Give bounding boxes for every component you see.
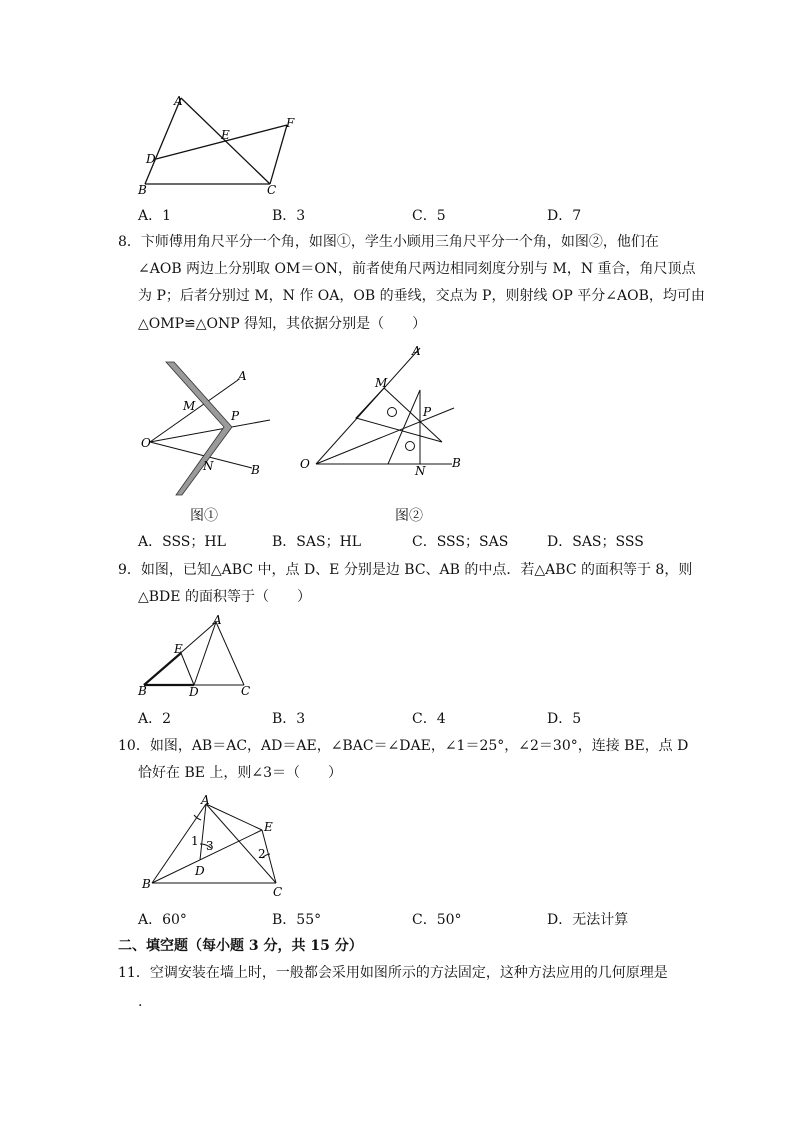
q10-label-angle-3: 3 — [206, 839, 214, 853]
q10-option-b[interactable]: B．55° — [272, 912, 322, 928]
q8-option-c[interactable]: C．SSS；SAS — [412, 534, 509, 550]
q10-figure — [134, 790, 294, 902]
q10-option-d[interactable]: D．无法计算 — [547, 912, 629, 928]
q9-option-a[interactable]: A．2 — [138, 711, 172, 727]
q8-option-a[interactable]: A．SSS；HL — [138, 534, 226, 550]
q10-stem-line1: 10．如图，AB＝AC，AD＝AE，∠BAC＝∠DAE，∠1＝25°，∠2＝30°，连接 BE，点 D — [118, 738, 689, 754]
q10-label-c: C — [273, 885, 283, 899]
q10-label-d: D — [195, 864, 205, 878]
q8-f1-label-a: A — [238, 369, 247, 383]
q9-figure — [134, 612, 264, 702]
q8-f2-label-n: N — [415, 464, 426, 478]
q9-label-d: D — [189, 685, 199, 699]
q11-answer-end[interactable]: . — [138, 994, 143, 1010]
section-heading-fill-in: 二、填空题（每小题 3 分，共 15 分） — [118, 938, 363, 954]
q8-stem-line4: △OMP≌△ONP 得知，其依据分别是（ ） — [138, 316, 427, 332]
q8-figure-2 — [296, 340, 476, 480]
q8-stem-line2: ∠AOB 两边上分别取 OM＝ON，前者使角尺两边相同刻度分别与 M，N 重合，角尺顶点 — [138, 261, 696, 277]
q9-option-d[interactable]: D．5 — [547, 711, 582, 727]
q8-option-d[interactable]: D．SAS；SSS — [547, 534, 644, 550]
q8-figure-2-caption: 图② — [395, 508, 423, 524]
q9-label-a: A — [213, 613, 222, 627]
q8-figure-1 — [130, 350, 290, 500]
q7-figure — [130, 88, 310, 200]
q8-f2-label-m: M — [375, 376, 388, 390]
q7-label-f: F — [286, 116, 295, 130]
q9-label-e: E — [174, 642, 183, 656]
q7-option-d[interactable]: D．7 — [547, 208, 582, 224]
q8-stem-line3: 为 P；后者分别过 M，N 作 OA，OB 的垂线，交点为 P，则射线 OP 平分∠AOB，均可由 — [138, 288, 705, 304]
q8-stem-line1: 8．卞师傅用角尺平分一个角，如图①，学生小顾用三角尺平分一个角，如图②，他们在 — [118, 234, 659, 250]
q10-stem-line2: 恰好在 BE 上，则∠3＝（ ） — [138, 765, 343, 781]
q10-label-angle-1: 1 — [191, 834, 199, 848]
q7-label-c: C — [267, 183, 277, 197]
q8-f2-label-p: P — [423, 405, 432, 419]
q8-figure-1-caption: 图① — [190, 508, 218, 524]
q9-option-b[interactable]: B．3 — [272, 711, 306, 727]
q7-label-e: E — [221, 128, 230, 142]
q9-option-c[interactable]: C．4 — [412, 711, 446, 727]
q10-option-c[interactable]: C．50° — [412, 912, 462, 928]
q11-stem-line1: 11．空调安装在墙上时，一般都会采用如图所示的方法固定，这种方法应用的几何原理是 — [118, 965, 668, 981]
q8-option-b[interactable]: B．SAS；HL — [272, 534, 362, 550]
q10-label-a: A — [201, 793, 210, 807]
q9-label-b: B — [138, 684, 147, 698]
q8-f1-label-n: N — [203, 459, 214, 473]
q10-label-e: E — [264, 820, 273, 834]
q8-f2-label-b: B — [452, 456, 461, 470]
q9-stem-line2: △BDE 的面积等于（ ） — [138, 589, 311, 605]
q8-f1-label-p: P — [231, 409, 240, 423]
q8-f1-label-b: B — [251, 463, 260, 477]
q9-label-c: C — [241, 684, 251, 698]
q7-option-c[interactable]: C．5 — [412, 208, 446, 224]
q10-option-a[interactable]: A．60° — [138, 912, 187, 928]
q7-option-b[interactable]: B．3 — [272, 208, 306, 224]
q7-label-d: D — [146, 152, 156, 166]
q8-f1-label-o: O — [141, 436, 151, 450]
q8-f1-label-m: M — [183, 399, 196, 413]
q8-f2-label-a: A — [412, 344, 421, 358]
q10-label-angle-2: 2 — [258, 847, 266, 861]
q9-stem-line1: 9．如图，已知△ABC 中，点 D、E 分别是边 BC、AB 的中点．若△ABC 的面积等于 8，则 — [118, 562, 693, 578]
q10-label-b: B — [142, 877, 151, 891]
q7-label-b: B — [138, 183, 147, 197]
q7-label-a: A — [174, 94, 183, 108]
q8-f2-label-o: O — [300, 457, 310, 471]
q7-option-a[interactable]: A．1 — [138, 208, 172, 224]
